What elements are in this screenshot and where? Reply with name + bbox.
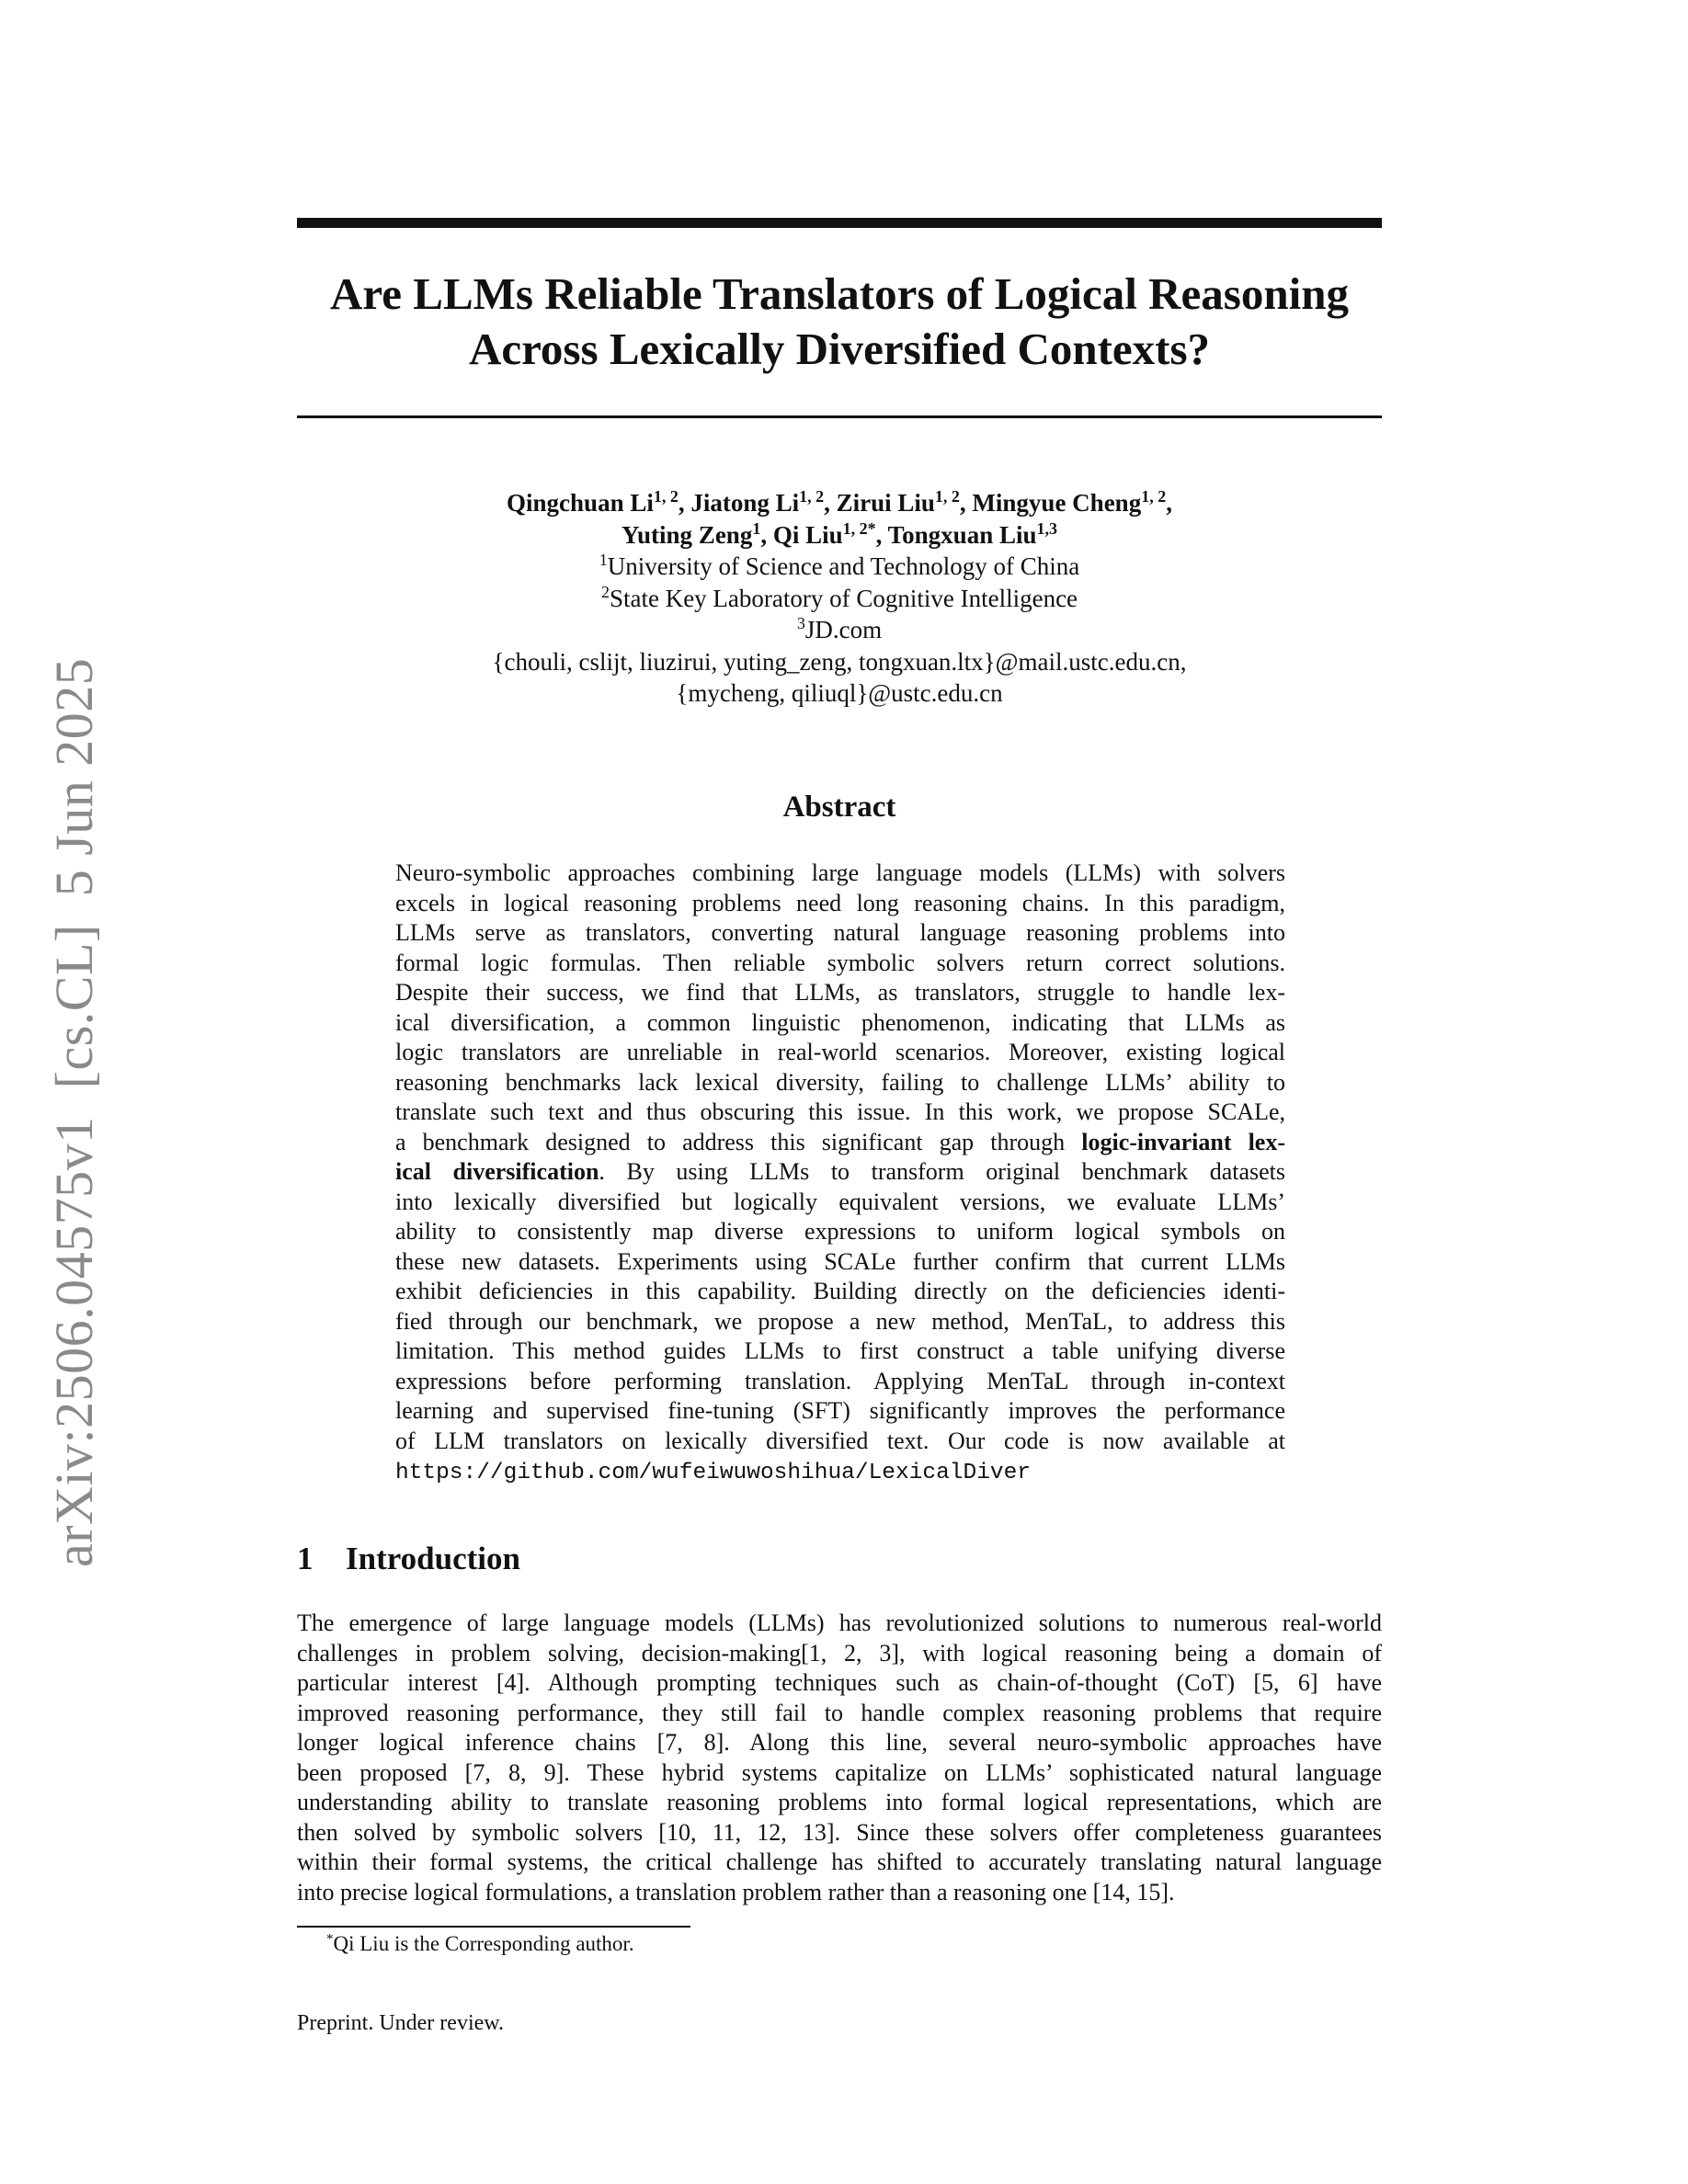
- intro-line: been proposed [7, 8, 9]. These hybrid systems capitalize on LLMs’ sophisticated natural language: [297, 1758, 1382, 1786]
- corresponding-author-mark: *: [867, 518, 876, 538]
- footnote-text: Qi Liu is the Corresponding author.: [333, 1932, 634, 1955]
- affiliation-sup: 2: [600, 582, 610, 601]
- author-separator: ,: [1166, 489, 1172, 517]
- author-affiliation-sup: 1, 2: [934, 487, 960, 506]
- intro-line: particular interest [4]. Although prompting techniques such as chain-of-thought (CoT) [5, 6] have: [297, 1669, 1382, 1696]
- author-name: Qi Liu: [772, 520, 843, 549]
- affiliation-text: State Key Laboratory of Cognitive Intelligence: [609, 584, 1078, 612]
- footnote-rule: [297, 1926, 690, 1928]
- affiliation-sup: 1: [599, 551, 608, 569]
- footnote-mark: *: [326, 1931, 334, 1947]
- abstract-line: ability to consistently map diverse expressions to uniform logical symbols on: [395, 1218, 1285, 1245]
- arxiv-identifier: arXiv:2506.04575v1 [cs.CL] 5 Jun 2025: [44, 657, 104, 1567]
- section-number: 1: [297, 1541, 314, 1576]
- code-url-link[interactable]: https://github.com/wufeiwuwoshihua/LexicalDiver: [395, 1461, 1032, 1485]
- author-line-2: [297, 519, 1382, 552]
- abstract-line: ical diversification, a common linguistic phenomenon, indicating that LLMs as: [395, 1008, 1285, 1036]
- author-separator: ,: [875, 520, 888, 549]
- author-affiliation-sup: 1, 2: [799, 487, 825, 506]
- author-affiliation-sup: 1,3: [1036, 518, 1057, 538]
- abstract-line: formal logic formulas. Then reliable symbolic solvers return correct solutions.: [395, 949, 1285, 976]
- abstract-line: these new datasets. Experiments using SCALe further confirm that current LLMs: [395, 1247, 1285, 1275]
- intro-line: into precise logical formulations, a translation problem rather than a reasoning one [14, 15].: [297, 1878, 1175, 1905]
- abstract-line: learning and supervised fine-tuning (SFT) significantly improves the performance: [395, 1397, 1285, 1424]
- affiliation-sup: 3: [796, 614, 805, 632]
- abstract-bold-phrase: logic-invariant lex-: [1081, 1128, 1285, 1155]
- abstract-line: limitation. This method guides LLMs to first construct a table unifying diverse: [395, 1337, 1285, 1364]
- intro-line: longer logical inference chains [7, 8]. Along this line, several neuro-symbolic approaches have: [297, 1729, 1382, 1756]
- author-affiliation-numbers: 1, 2: [842, 518, 868, 538]
- author-separator: ,: [760, 520, 773, 549]
- affiliation-3: [297, 614, 1382, 646]
- author-separator: ,: [678, 489, 691, 517]
- intro-line: within their formal systems, the critical challenge has shifted to accurately translating natural language: [297, 1848, 1382, 1875]
- author-affiliation-sup: 1, 2: [653, 487, 679, 506]
- title-line-2: Across Lexically Diversified Contexts?: [468, 324, 1211, 374]
- affiliation-text: University of Science and Technology of China: [607, 552, 1080, 580]
- affiliation-1: [297, 551, 1382, 583]
- intro-line: The emergence of large language models (LLMs) has revolutionized solutions to numerous real-world: [297, 1610, 1382, 1636]
- paper-title: [297, 267, 1382, 377]
- abstract-line: translate such text and thus obscuring this issue. In this work, we propose SCALe,: [395, 1098, 1285, 1125]
- author-affiliation-sup: [843, 519, 876, 538]
- abstract-body: [395, 859, 1285, 1486]
- intro-line: understanding ability to translate reasoning problems into formal logical representations, which are: [297, 1789, 1382, 1815]
- abstract-text: . By using LLMs to transform original benchmark datasets: [599, 1158, 1286, 1185]
- abstract-bold-phrase: ical diversification: [395, 1158, 599, 1185]
- author-line-1: [297, 487, 1382, 519]
- abstract-line: into lexically diversified but logically equivalent versions, we evaluate LLMs’: [395, 1188, 1285, 1215]
- title-top-rule: [297, 218, 1382, 228]
- abstract-line: reasoning benchmarks lack lexical diversity, failing to challenge LLMs’ ability to: [395, 1068, 1285, 1096]
- intro-line: challenges in problem solving, decision-making[1, 2, 3], with logical reasoning being a domain of: [297, 1639, 1382, 1666]
- author-affiliation-sup: 1: [752, 518, 761, 538]
- abstract-line: expressions before performing translation. Applying MenTaL through in-context: [395, 1367, 1285, 1394]
- abstract-line: [395, 1128, 1285, 1158]
- email-line-2: {mycheng, qiliuql}@ustc.edu.cn: [676, 679, 1003, 707]
- abstract-heading: Abstract: [782, 791, 896, 824]
- affiliation-2: [297, 583, 1382, 615]
- affiliation-text: JD.com: [804, 616, 883, 643]
- section-heading-introduction: [297, 1541, 520, 1577]
- footnote: [326, 1930, 634, 1958]
- author-name: Yuting Zeng: [622, 520, 753, 549]
- author-name: Zirui Liu: [836, 489, 935, 517]
- abstract-line: LLMs serve as translators, converting natural language reasoning problems into: [395, 919, 1285, 946]
- section-title: Introduction: [346, 1541, 520, 1576]
- abstract-text: a benchmark designed to address this significant gap through: [395, 1128, 1082, 1155]
- abstract-line: Neuro-symbolic approaches combining large language models (LLMs) with solvers: [395, 859, 1285, 886]
- author-name: Qingchuan Li: [507, 489, 654, 517]
- author-separator: ,: [824, 489, 837, 517]
- title-bottom-rule: [297, 415, 1382, 418]
- author-name: Jiatong Li: [690, 489, 800, 517]
- abstract-line: exhibit deficiencies in this capability. Building directly on the deficiencies identi-: [395, 1278, 1285, 1304]
- abstract-line: excels in logical reasoning problems need long reasoning chains. In this paradigm,: [395, 889, 1285, 916]
- intro-line: then solved by symbolic solvers [10, 11, 12, 13]. Since these solvers offer completeness guarantees: [297, 1818, 1382, 1846]
- abstract-line: logic translators are unreliable in real-world scenarios. Moreover, existing logical: [395, 1039, 1285, 1065]
- abstract-line: [395, 1456, 1285, 1486]
- preprint-notice: Preprint. Under review.: [297, 2011, 505, 2035]
- author-name: Mingyue Cheng: [972, 489, 1142, 517]
- abstract-line: of LLM translators on lexically diversified text. Our code is now available at: [395, 1427, 1285, 1454]
- author-block: [297, 487, 1382, 710]
- email-line-1: {chouli, cslijt, liuzirui, yuting_zeng, tongxuan.ltx}@mail.ustc.edu.cn,: [492, 647, 1187, 676]
- intro-line: improved reasoning performance, they still fail to handle complex reasoning problems that require: [297, 1699, 1382, 1726]
- author-affiliation-sup: 1, 2: [1141, 487, 1167, 506]
- abstract-line: [395, 1157, 1285, 1188]
- author-name: Tongxuan Liu: [887, 520, 1037, 549]
- title-line-1: Are LLMs Reliable Translators of Logical Reasoning: [330, 268, 1349, 319]
- abstract-line: fied through our benchmark, we propose a new method, MenTaL, to address this: [395, 1307, 1285, 1335]
- abstract-line: Despite their success, we find that LLMs, as translators, struggle to handle lex-: [395, 979, 1285, 1006]
- author-separator: ,: [959, 489, 973, 517]
- introduction-body: [297, 1609, 1382, 1907]
